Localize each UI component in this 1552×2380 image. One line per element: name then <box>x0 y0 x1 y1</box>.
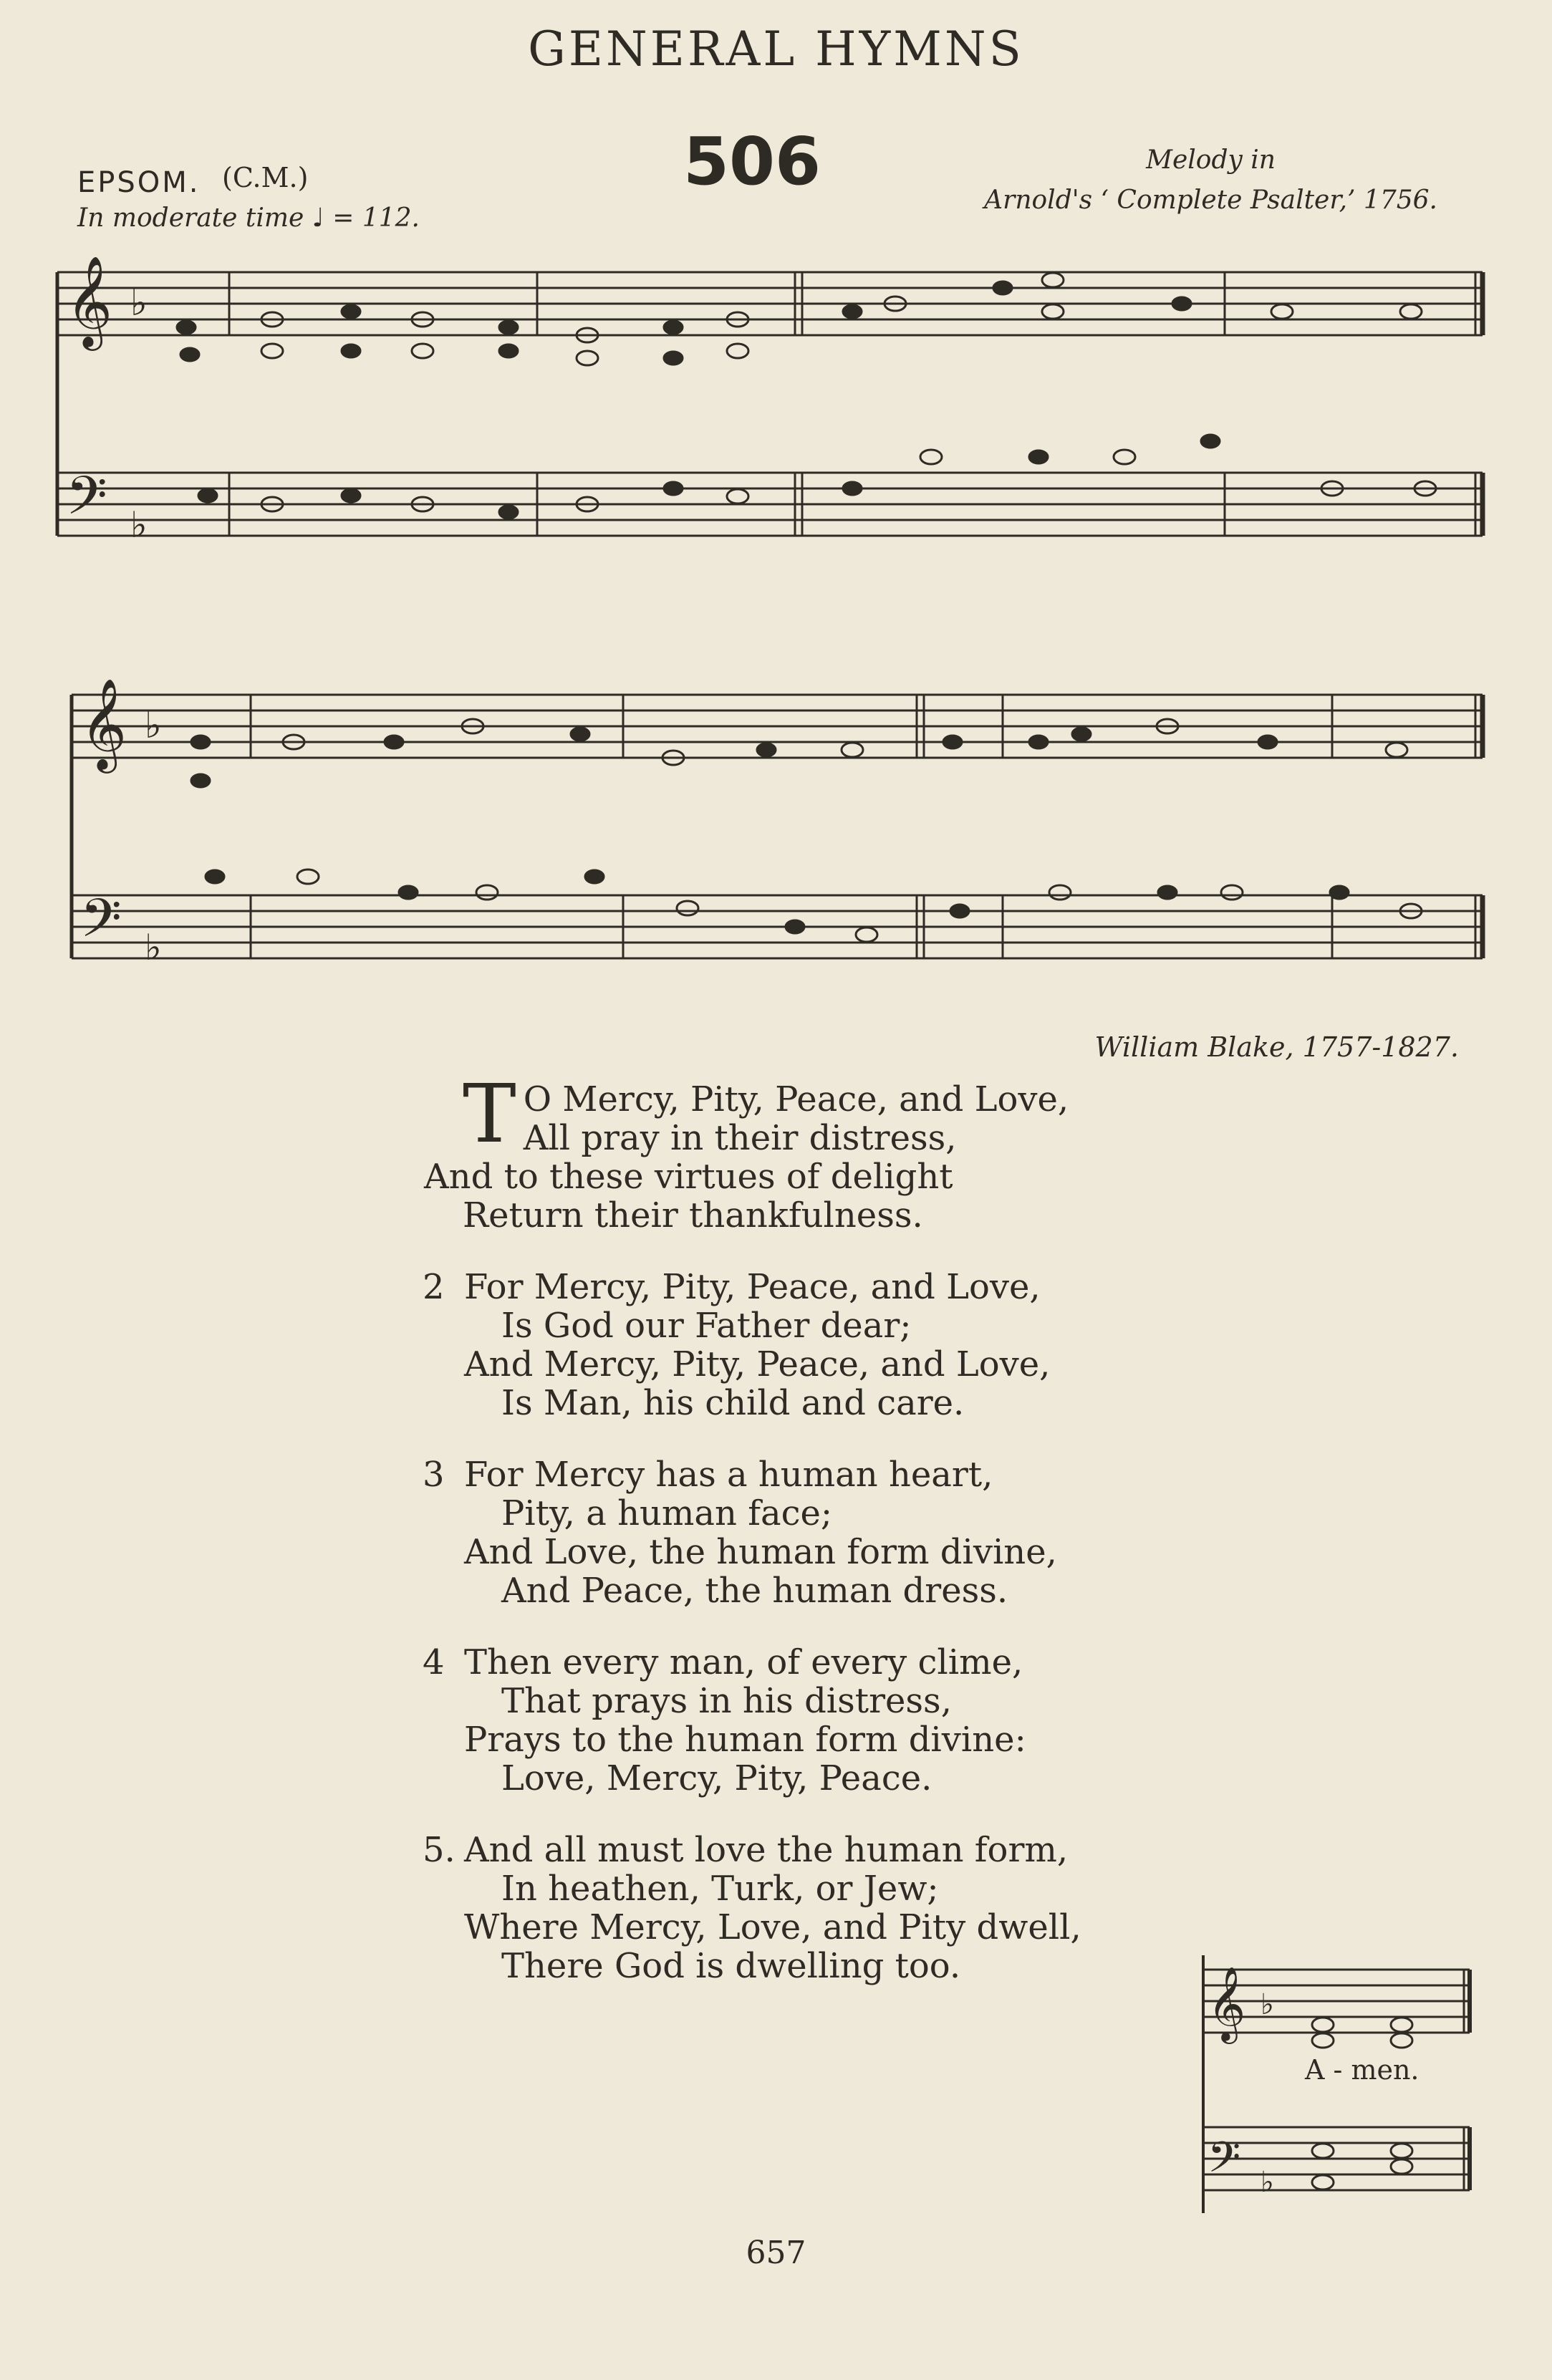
tempo-text: In moderate time <box>77 203 304 233</box>
hymn-number: 506 <box>683 123 821 200</box>
verse-number: 2 <box>423 1267 445 1307</box>
verse-2 <box>423 1268 1210 1422</box>
verse-line: Love, Mercy, Pity, Peace. <box>501 1758 932 1798</box>
tempo-value: = 112. <box>332 203 420 233</box>
svg-text:♭: ♭ <box>130 504 148 546</box>
meter: (C.M.) <box>222 162 309 193</box>
verse-line: Return their thankfulness. <box>463 1195 923 1235</box>
verse-number: 3 <box>423 1455 445 1495</box>
verse-number: 5. <box>423 1830 456 1870</box>
svg-text:𝄞: 𝄞 <box>66 255 113 347</box>
verse-line: And to these virtues of delight <box>424 1157 953 1197</box>
tempo-marking <box>77 203 420 233</box>
svg-text:𝄢: 𝄢 <box>1208 2132 1241 2192</box>
melody-source <box>984 140 1437 221</box>
page-header: GENERAL HYMNS <box>528 21 1024 77</box>
page-number: 657 <box>746 2235 806 2271</box>
verse-line: All pray in their distress, <box>523 1118 957 1158</box>
svg-text:𝄢: 𝄢 <box>66 465 107 540</box>
verse-1 <box>423 1068 1210 1235</box>
tune-name: EPSOM. <box>77 166 201 199</box>
verse-line: And Peace, the human dress. <box>501 1571 1008 1611</box>
verse-line: For Mercy has a human heart, <box>464 1455 993 1495</box>
svg-text:♭: ♭ <box>130 282 148 324</box>
verse-line: Where Mercy, Love, and Pity dwell, <box>464 1907 1081 1947</box>
svg-text:♭: ♭ <box>1261 2166 1274 2199</box>
verse-line: For Mercy, Pity, Peace, and Love, <box>464 1267 1041 1307</box>
verse-line: There God is dwelling too. <box>501 1946 961 1986</box>
verse-line: That prays in his distress, <box>501 1681 952 1721</box>
svg-text:𝄢: 𝄢 <box>80 887 122 963</box>
svg-text:♭: ♭ <box>1261 1988 1274 2021</box>
verse-4 <box>423 1643 1210 1798</box>
verse-5 <box>423 1831 1210 1985</box>
verse-3 <box>423 1455 1210 1610</box>
amen-label: A - men. <box>1305 2054 1420 2086</box>
verse-number: 4 <box>423 1642 445 1682</box>
verse-line: Is God our Father dear; <box>501 1306 912 1346</box>
verse-line: And Mercy, Pity, Peace, and Love, <box>464 1344 1051 1384</box>
author-attribution: William Blake, 1757-1827. <box>1094 1031 1459 1063</box>
drop-cap: T <box>463 1068 516 1161</box>
verse-line: Prays to the human form divine: <box>464 1720 1026 1760</box>
source-line-2: Arnold's ‘ Complete Psalter,’ 1756. <box>984 186 1437 215</box>
verse-line: Then every man, of every clime, <box>464 1642 1023 1682</box>
verse-line: Pity, a human face; <box>501 1493 833 1533</box>
verse-line: In heathen, Turk, or Jew; <box>501 1869 939 1909</box>
svg-text:𝄞: 𝄞 <box>80 678 127 769</box>
verse-line: Is Man, his child and care. <box>501 1383 965 1423</box>
svg-text:𝄞: 𝄞 <box>1208 1966 1246 2041</box>
verse-line: O Mercy, Pity, Peace, and Love, <box>523 1079 1069 1119</box>
verse-line: And Love, the human form divine, <box>464 1532 1057 1572</box>
music-system-1 <box>50 244 1497 616</box>
verse-line: And all must love the human form, <box>464 1830 1069 1870</box>
music-system-2 <box>50 630 1497 1031</box>
hymn-text <box>423 1068 1210 2018</box>
svg-text:♭: ♭ <box>145 927 162 968</box>
crotchet-icon: ♩ <box>312 203 324 233</box>
svg-text:♭: ♭ <box>145 705 162 746</box>
source-line-1: Melody in <box>1146 145 1276 175</box>
